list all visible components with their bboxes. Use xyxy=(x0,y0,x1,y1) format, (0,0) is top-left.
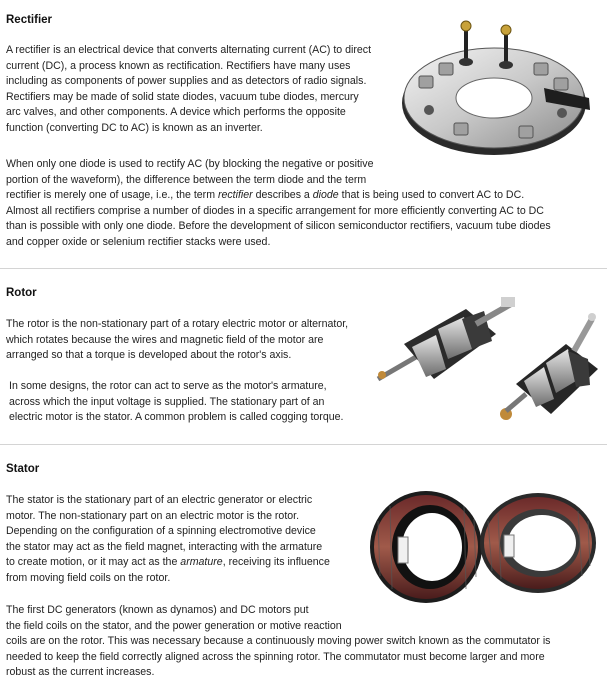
rectifier-paragraph-2: When only one diode is used to rectify AC (by blocking the negative or positive portion of the waveform), the difference between the term diode and the term rectifier is merely one of usage, i.e., the term rectifier describes a diode that is being used to convert AC to DC. Almost all rectifiers comprise a number of diodes in a specific arrangement for more efficiently converting AC to DC than is possible with only one diode. Before the development of silicon semiconductor rectifiers, vacuum tube diodes and copper oxide or selenium rectifier stacks were used. xyxy=(6,158,551,248)
rectifier-image xyxy=(394,18,594,168)
stator-paragraph-2: The first DC generators (known as dynamos) and DC motors put the field coils on the stator, and the power generation or motive reaction coils are on the rotor. This was necessary because a continuously moving power switch known as the commutator is needed to keep the field correctly aligned across the spinning rotor. The commutator must become larger and more robust as the current increases. xyxy=(6,604,551,678)
stator-image xyxy=(368,481,598,605)
rectifier-paragraph-1: A rectifier is an electrical device that converts alternating current (AC) to direct current (DC), a process known as rectification. Rectifiers have many uses including as components of power supplies and as detectors of radio signals. Rectifiers may be made of solid state diodes, vacuum tube diodes, mercury arc valves, and other components. A device which performs the opposite function (converting DC to AC) is known as an inverter. xyxy=(6,44,372,134)
stator-section xyxy=(0,445,607,694)
rotor-paragraph-2: In some designs, the rotor can act to serve as the motor's armature, across which the input voltage is supplied. The stationary part of an electric motor is the stator. A common problem is called cogging torque. xyxy=(9,380,344,423)
stator-paragraph-1: The stator is the stationary part of an electric generator or electric motor. The non-stationary part on an electric motor is the rotor. Depending on the configuration of a spinning electromotive device the stator may act as the field magnet, interacting with the armature to create motion, or it may act as the armature, receiving its influence from moving field coils on the rotor. xyxy=(6,494,330,584)
rotor-title: Rotor xyxy=(6,287,37,299)
rotor-image xyxy=(376,289,602,431)
rotor-paragraph-1: The rotor is the non-stationary part of a rotary electric motor or alternator, which rotates because the wires and magnetic field of the motor are arranged so that a torque is developed about the rotor's axis. xyxy=(6,318,349,361)
rotor-section xyxy=(0,269,607,444)
rectifier-title: Rectifier xyxy=(6,14,53,26)
rectifier-section xyxy=(0,0,607,270)
stator-title: Stator xyxy=(6,463,40,475)
